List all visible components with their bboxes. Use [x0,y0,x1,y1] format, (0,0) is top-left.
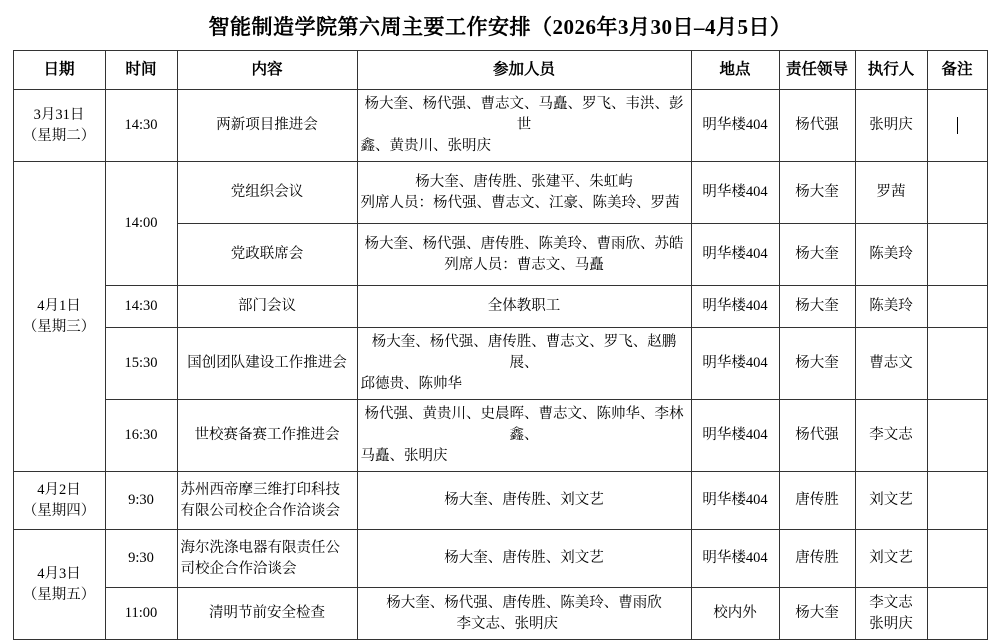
cell-place: 明华楼404 [691,162,779,224]
text-caret [957,117,958,134]
cell-time: 11:00 [105,588,177,640]
column-header-executor: 执行人 [855,51,927,90]
table-row [13,286,987,328]
table-row [13,400,987,472]
column-header-remark: 备注 [927,51,987,90]
cell-time: 14:30 [105,286,177,328]
cell-participants: 全体教职工 [357,286,691,328]
participants-line-2: 鑫、黄贵川、张明庆 [360,138,491,155]
cell-content: 党政联席会 [177,224,357,286]
table-row [13,328,987,400]
cell-leader: 杨代强 [779,400,855,472]
content-line-2: 有限公司校企合作洽谈会 [180,502,340,519]
column-header-participants: 参加人员 [357,51,691,90]
cell-executor [855,588,927,640]
table-row [13,588,987,640]
cell-executor: 张明庆 [855,90,927,162]
cell-content: 清明节前安全检查 [177,588,357,640]
cell-date [13,162,105,472]
cell-place: 校内外 [691,588,779,640]
cell-place: 明华楼404 [691,328,779,400]
date-line-2: （星期三） [22,318,96,335]
cell-remark [927,286,987,328]
participants-line-1: 杨大奎、唐传胜、张建平、朱虹屿 [415,173,633,190]
page-title: 智能制造学院第六周主要工作安排（2026年3月30日–4月5日） [208,15,792,39]
participants-line-2: 李文志、张明庆 [456,615,558,632]
cell-time: 15:30 [105,328,177,400]
table-row [13,472,987,530]
cell-time: 14:00 [105,162,177,286]
column-header-date: 日期 [13,51,105,90]
cell-remark [927,90,987,162]
column-header-leader: 责任领导 [779,51,855,90]
cell-content: 两新项目推进会 [177,90,357,162]
cell-content: 世校赛备赛工作推进会 [177,400,357,472]
date-line-2: （星期二） [22,127,96,144]
cell-remark [927,162,987,224]
cell-executor: 李文志 [855,400,927,472]
cell-place: 明华楼404 [691,224,779,286]
work-schedule-table [13,50,988,640]
cell-remark [927,530,987,588]
participants-line-2: 列席人员：曹志文、马矗 [444,256,604,273]
table-header-row [13,51,987,90]
content-line-1: 海尔洗涤电器有限责任公 [180,539,340,556]
cell-leader: 唐传胜 [779,530,855,588]
cell-participants [357,328,691,400]
cell-leader: 杨大奎 [779,328,855,400]
date-line-1: 4月3日 [37,565,81,582]
cell-content: 国创团队建设工作推进会 [177,328,357,400]
cell-content: 党组织会议 [177,162,357,224]
cell-place: 明华楼404 [691,530,779,588]
cell-participants [357,224,691,286]
date-line-2: （星期五） [22,586,96,603]
participants-line-1: 杨大奎、杨代强、唐传胜、陈美玲、曹雨欣、苏皓 [364,235,684,252]
participants-line-1: 杨大奎、杨代强、唐传胜、陈美玲、曹雨欣 [386,594,662,611]
cell-content [177,530,357,588]
cell-participants: 杨大奎、唐传胜、刘文艺 [357,472,691,530]
cell-place: 明华楼404 [691,400,779,472]
column-header-place: 地点 [691,51,779,90]
cell-participants [357,400,691,472]
cell-place: 明华楼404 [691,472,779,530]
cell-leader: 杨大奎 [779,588,855,640]
cell-remark [927,224,987,286]
cell-executor: 刘文艺 [855,472,927,530]
participants-line-2: 马矗、张明庆 [360,448,448,465]
table-row [13,90,987,162]
cell-leader: 杨大奎 [779,162,855,224]
cell-leader: 杨大奎 [779,286,855,328]
cell-executor: 陈美玲 [855,224,927,286]
cell-participants [357,90,691,162]
cell-participants: 杨大奎、唐传胜、刘文艺 [357,530,691,588]
cell-leader: 杨大奎 [779,224,855,286]
cell-remark [927,328,987,400]
cell-date [13,90,105,162]
cell-time: 9:30 [105,472,177,530]
column-header-content: 内容 [177,51,357,90]
date-line-1: 3月31日 [33,106,85,123]
cell-date [13,530,105,640]
cell-leader: 唐传胜 [779,472,855,530]
table-row [13,162,987,224]
date-line-1: 4月1日 [37,297,81,314]
content-line-1: 苏州西帝摩三维打印科技 [180,481,340,498]
date-line-1: 4月2日 [37,481,81,498]
participants-line-1: 杨大奎、杨代强、唐传胜、曹志文、罗飞、赵鹏展、 [371,334,677,372]
executor-line-1: 李文志 [869,594,913,611]
cell-time: 14:30 [105,90,177,162]
cell-participants [357,588,691,640]
cell-executor: 罗茜 [855,162,927,224]
participants-line-1: 杨大奎、杨代强、曹志文、马矗、罗飞、韦洪、彭世 [364,96,684,134]
cell-executor: 陈美玲 [855,286,927,328]
cell-remark [927,588,987,640]
cell-executor: 刘文艺 [855,530,927,588]
cell-executor: 曹志文 [855,328,927,400]
cell-time: 16:30 [105,400,177,472]
executor-line-2: 张明庆 [869,615,913,632]
content-line-2: 司校企合作洽谈会 [180,560,297,577]
participants-line-1: 杨代强、黄贵川、史晨晖、曹志文、陈帅华、李林鑫、 [364,406,684,444]
cell-participants [357,162,691,224]
cell-content: 部门会议 [177,286,357,328]
cell-remark [927,400,987,472]
cell-content [177,472,357,530]
cell-leader: 杨代强 [779,90,855,162]
participants-line-2: 邱德贵、陈帅华 [360,376,462,393]
participants-line-2: 列席人员：杨代强、曹志文、江豪、陈美玲、罗茜 [360,194,680,211]
date-line-2: （星期四） [22,502,96,519]
cell-time: 9:30 [105,530,177,588]
cell-place: 明华楼404 [691,90,779,162]
column-header-time: 时间 [105,51,177,90]
cell-date [13,472,105,530]
cell-remark [927,472,987,530]
cell-place: 明华楼404 [691,286,779,328]
table-row [13,530,987,588]
